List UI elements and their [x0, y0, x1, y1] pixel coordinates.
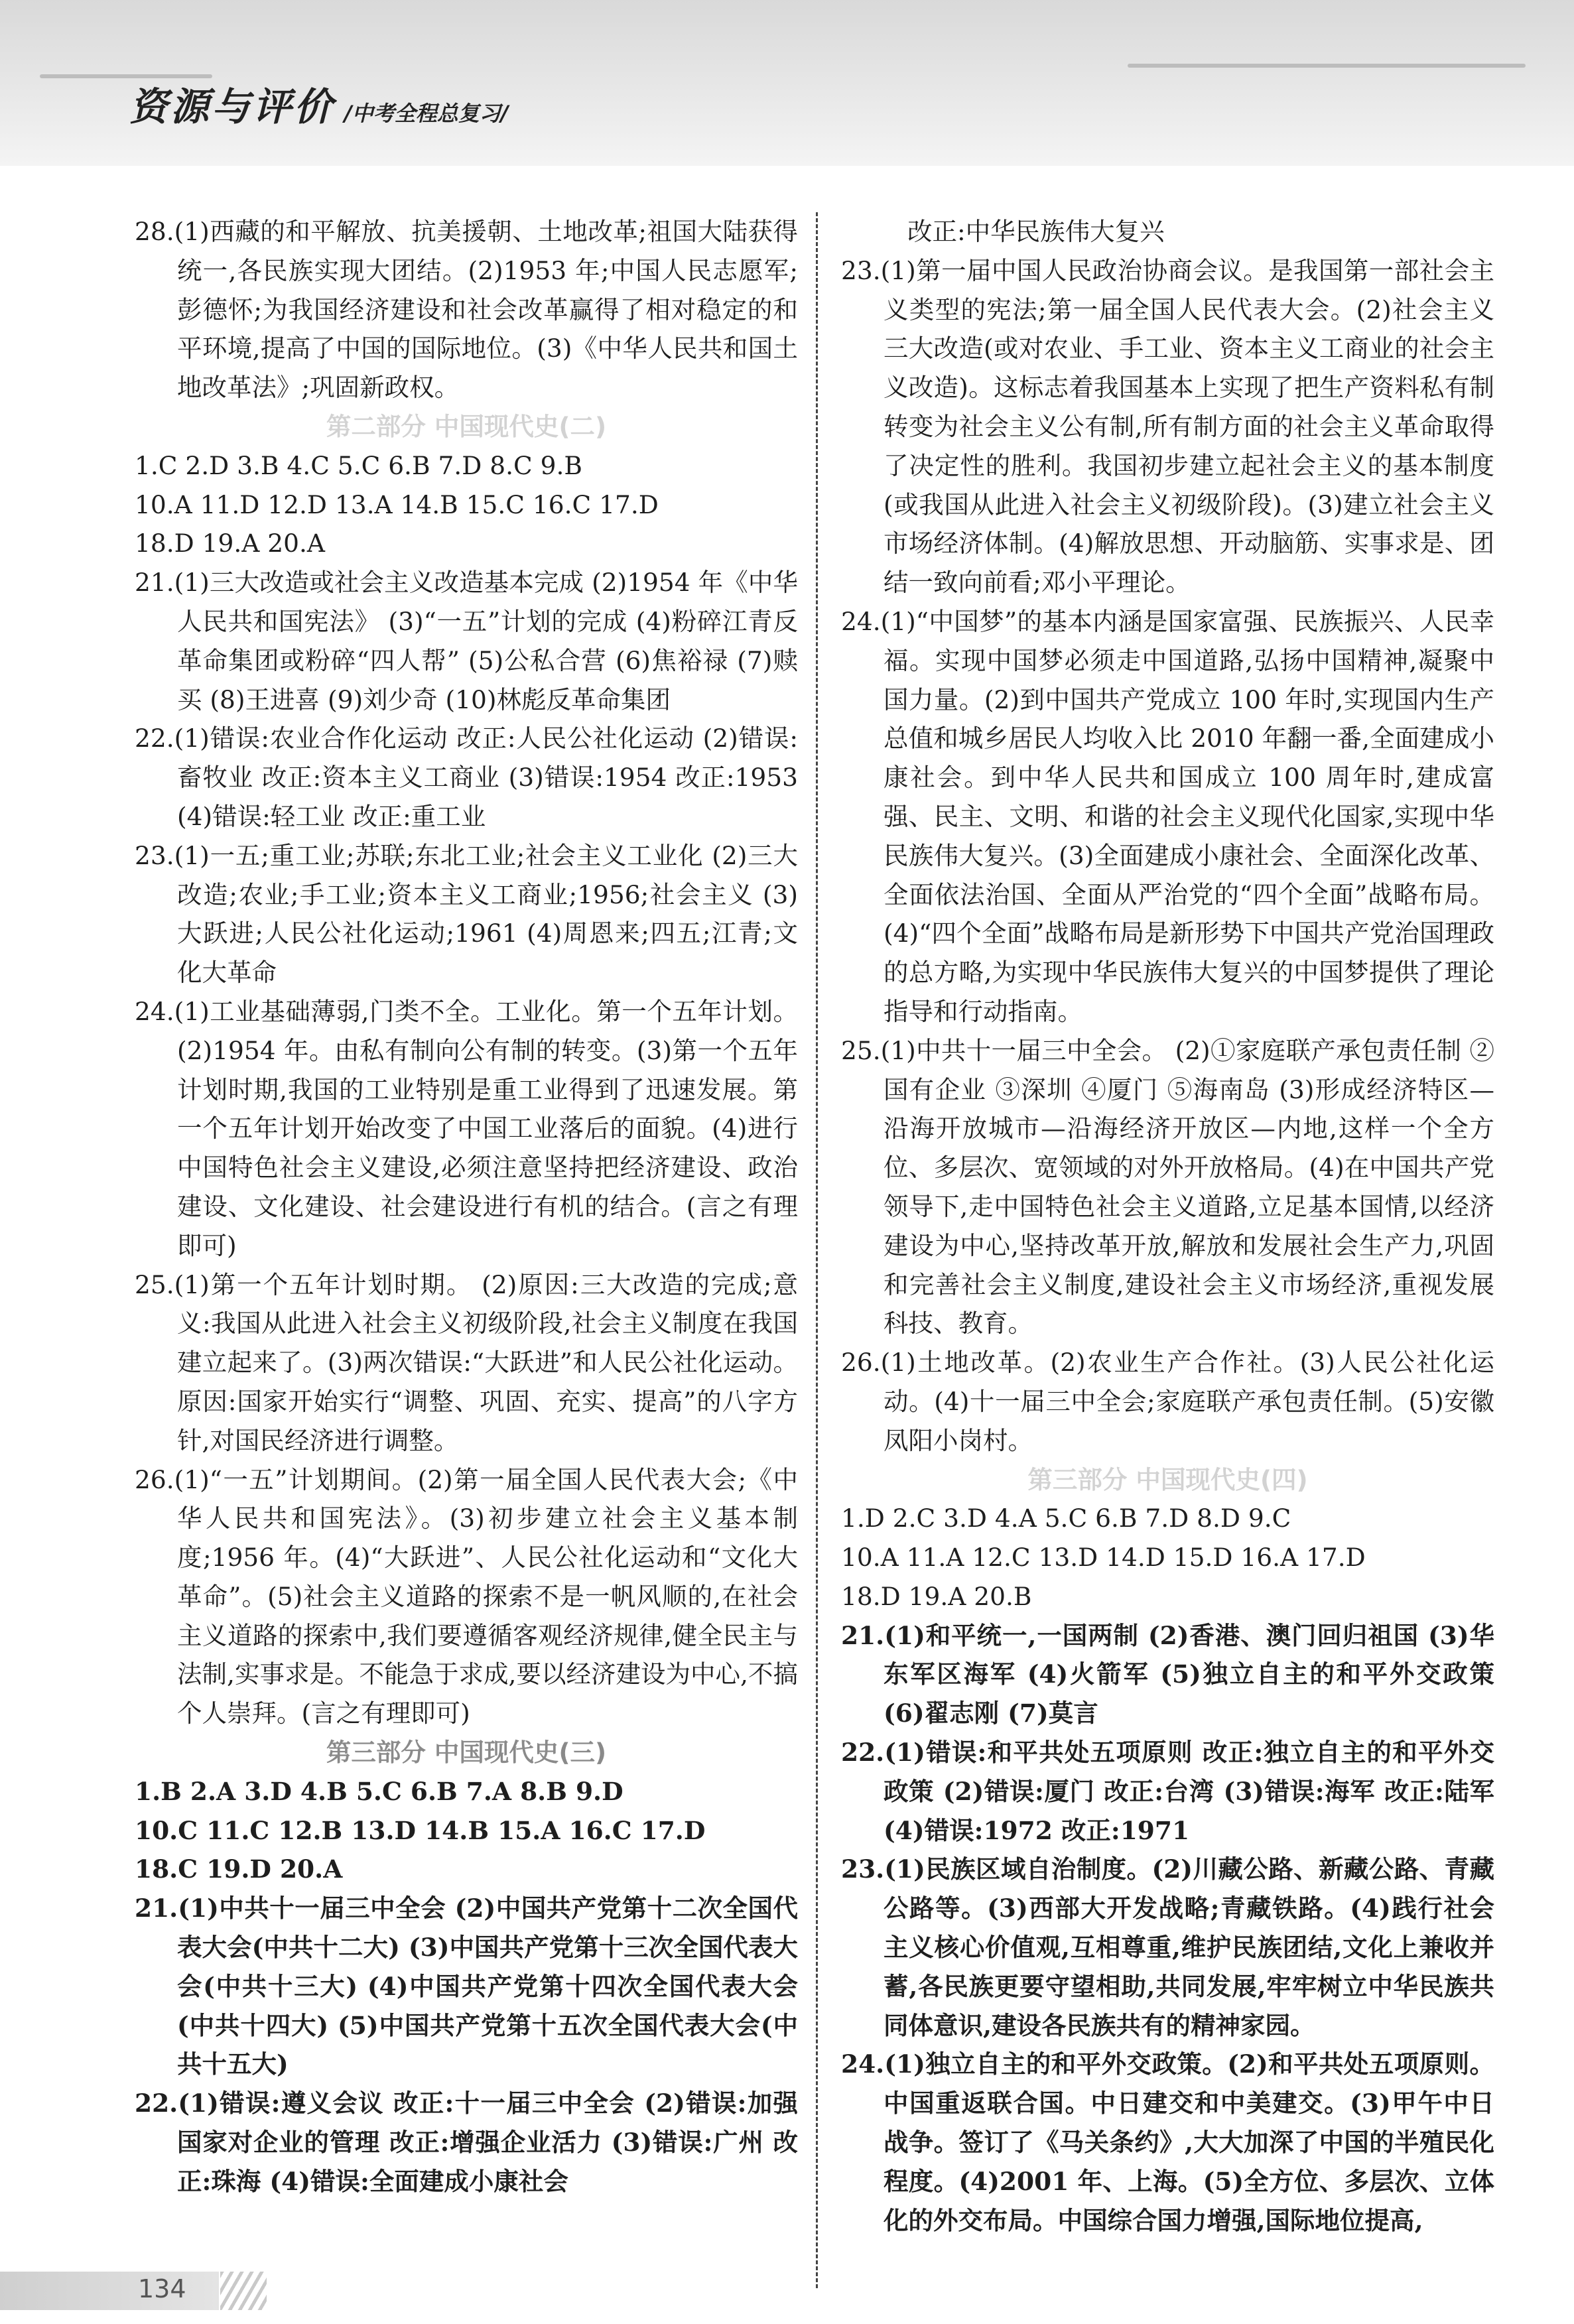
answer-continuation: 改正:中华民族伟大复兴	[907, 217, 1165, 246]
answer-item: 22.(1)错误:遵义会议 改正:十一届三中全会 (2)错误:加强国家对企业的管理 改正:增强企业活力 (3)错误:广州 改正:珠海 (4)错误:全面建成小康社会	[135, 2089, 798, 2196]
header-decoration	[1128, 64, 1526, 68]
choice-answers: 18.D 19.A 20.A	[135, 529, 325, 558]
section-heading: 第二部分 中国现代史(二)	[326, 411, 607, 441]
answer-item: 25.(1)中共十一届三中全会。 (2)①家庭联产承包责任制 ②国有企业 ③深圳 ④厦门 ⑤海南岛 (3)形成经济特区—沿海开放城市—沿海经济开放区—内地,这样一个全方位、多层次、宽领域的对外开放格局。(4)在中国共产党领导下,走中国特色社会主义道路,立足基本国情,以经济建设为中心,坚持改革开放,解放和发展社会生产力,巩固和完善社会主义制度,建设社会主义市场经济,重视发展科技、教育。	[841, 1035, 1494, 1338]
choice-answers: 18.C 19.D 20.A	[135, 1854, 343, 1884]
section-heading: 第三部分 中国现代史(四)	[1027, 1464, 1308, 1494]
book-logo: 资源与评价	[129, 84, 336, 129]
left-column	[135, 212, 798, 2201]
answer-item: 26.(1)土地改革。(2)农业生产合作社。(3)人民公社化运动。(4)十一届三中全会;家庭联产承包责任制。(5)安徽凤阳小岗村。	[841, 1348, 1494, 1455]
section-heading: 第三部分 中国现代史(三)	[326, 1738, 607, 1768]
column-divider	[816, 212, 818, 2288]
choice-answers: 10.C 11.C 12.B 13.D 14.B 15.A 16.C 17.D	[135, 1815, 706, 1845]
answer-item: 26.(1)“一五”计划期间。(2)第一届全国人民代表大会;《中华人民共和国宪法》。(3)初步建立社会主义基本制度;1956 年。(4)“大跃进”、人民公社化运动和“文化大革命”。(5)社会主义道路的探索不是一帆风顺的,在社会主义道路的探索中,我们要遵循客观经济规律,健全民主与法制,实事求是。不能急于求成,要以经济建设为中心,不搞个人崇拜。(言之有理即可)	[135, 1464, 798, 1728]
page-number: 134	[138, 2274, 186, 2303]
choice-answers: 10.A 11.D 12.D 13.A 14.B 15.C 16.C 17.D	[135, 489, 659, 519]
answer-item: 23.(1)第一届中国人民政治协商会议。是我国第一部社会主义类型的宪法;第一届全国人民代表大会。(2)社会主义三大改造(或对农业、手工业、资本主义工商业的社会主义改造)。这标志着我国基本上实现了把生产资料私有制转变为社会主义公有制,所有制方面的社会主义革命取得了决定性的胜利。我国初步建立起社会主义的基本制度(或我国从此进入社会主义初级阶段)。(3)建立社会主义市场经济体制。(4)解放思想、开动脑筋、实事求是、团结一致向前看;邓小平理论。	[841, 255, 1494, 598]
answer-item: 21.(1)中共十一届三中全会 (2)中国共产党第十二次全国代表大会(中共十二大) (3)中国共产党第十三次全国代表大会(中共十三大) (4)中国共产党第十四次全国代表大会(中共十四大) (5)中国共产党第十五次全国代表大会(中共十五大)	[135, 1894, 798, 2079]
page-number-hatch	[220, 2272, 267, 2310]
header-band	[0, 0, 1574, 166]
book-subtitle: /中考全程总复习/	[344, 101, 509, 126]
choice-answers: 1.D 2.C 3.D 4.A 5.C 6.B 7.D 8.D 9.C	[841, 1504, 1291, 1533]
choice-answers: 10.A 11.A 12.C 13.D 14.D 15.D 16.A 17.D	[841, 1543, 1366, 1573]
answer-item: 22.(1)错误:农业合作化运动 改正:人民公社化运动 (2)错误:畜牧业 改正:资本主义工商业 (3)错误:1954 改正:1953 (4)错误:轻工业 改正:重工业	[135, 724, 798, 831]
answer-item: 28.(1)西藏的和平解放、抗美援朝、土地改革;祖国大陆获得统一,各民族实现大团结。(2)1953 年;中国人民志愿军;彭德怀;为我国经济建设和社会改革赢得了相对稳定的和平环境,提高了中国的国际地位。(3)《中华人民共和国土地改革法》;巩固新政权。	[135, 217, 798, 403]
answer-item: 24.(1)“中国梦”的基本内涵是国家富强、民族振兴、人民幸福。实现中国梦必须走中国道路,弘扬中国精神,凝聚中国力量。(2)到中国共产党成立 100 年时,实现国内生产总值和城乡居民人均收入比 2010 年翻一番,全面建成小康社会。到中华人民共和国成立 100 周年时,建成富强、民主、文明、和谐的社会主义现代化国家,实现中华民族伟大复兴。(3)全面建成小康社会、全面深化改革、全面依法治国、全面从严治党的“四个全面”战略布局。(4)“四个全面”战略布局是新形势下中国共产党治国理政的总方略,为实现中华民族伟大复兴的中国梦提供了理论指导和行动指南。	[841, 606, 1494, 1026]
answer-item: 25.(1)第一个五年计划时期。 (2)原因:三大改造的完成;意义:我国从此进入社会主义初级阶段,社会主义制度在我国建立起来了。(3)两次错误:“大跃进”和人民公社化运动。原因:国家开始实行“调整、巩固、充实、提高”的八字方针,对国民经济进行调整。	[135, 1269, 798, 1455]
answer-item: 23.(1)一五;重工业;苏联;东北工业;社会主义工业化 (2)三大改造;农业;手工业;资本主义工商业;1956;社会主义 (3)大跃进;人民公社化运动;1961 (4)周恩来;四五;江青;文化大革命	[135, 840, 798, 988]
answer-item: 24.(1)工业基础薄弱,门类不全。工业化。第一个五年计划。(2)1954 年。由私有制向公有制的转变。(3)第一个五年计划时期,我国的工业特别是重工业得到了迅速发展。第一个五年计划开始改变了中国工业落后的面貌。(4)进行中国特色社会主义建设,必须注意坚持把经济建设、政治建设、文化建设、社会建设进行有机的结合。(言之有理即可)	[135, 996, 798, 1260]
page-number-tab	[0, 2272, 219, 2310]
choice-answers: 18.D 19.A 20.B	[841, 1581, 1032, 1611]
right-column	[841, 212, 1494, 2240]
header-title	[129, 85, 508, 131]
answer-item: 23.(1)民族区域自治制度。(2)川藏公路、新藏公路、青藏公路等。(3)西部大开发战略;青藏铁路。(4)践行社会主义核心价值观,互相尊重,维护民族团结,文化上兼收并蓄,各民族更要守望相助,共同发展,牢牢树立中华民族共同体意识,建设各民族共有的精神家园。	[841, 1854, 1494, 2040]
answer-item: 24.(1)独立自主的和平外交政策。(2)和平共处五项原则。中国重返联合国。中日建交和中美建交。(3)甲午中日战争。签订了《马关条约》,大大加深了中国的半殖民化程度。(4)2001 年、上海。(5)全方位、多层次、立体化的外交布局。中国综合国力增强,国际地位提高,	[841, 2049, 1494, 2235]
answer-item: 22.(1)错误:和平共处五项原则 改正:独立自主的和平外交政策 (2)错误:厦门 改正:台湾 (3)错误:海军 改正:陆军 (4)错误:1972 改正:1971	[841, 1738, 1494, 1845]
answer-item: 21.(1)三大改造或社会主义改造基本完成 (2)1954 年《中华人民共和国宪法》 (3)“一五”计划的完成 (4)粉碎江青反革命集团或粉碎“四人帮” (5)公私合营 (6)焦裕禄 (7)赎买 (8)王进喜 (9)刘少奇 (10)林彪反革命集团	[135, 568, 798, 714]
choice-answers: 1.C 2.D 3.B 4.C 5.C 6.B 7.D 8.C 9.B	[135, 450, 582, 480]
answer-item: 21.(1)和平统一,一国两制 (2)香港、澳门回归祖国 (3)华东军区海军 (4)火箭军 (5)独立自主的和平外交政策 (6)翟志刚 (7)莫言	[841, 1620, 1494, 1728]
choice-answers: 1.B 2.A 3.D 4.B 5.C 6.B 7.A 8.B 9.D	[135, 1776, 623, 1806]
